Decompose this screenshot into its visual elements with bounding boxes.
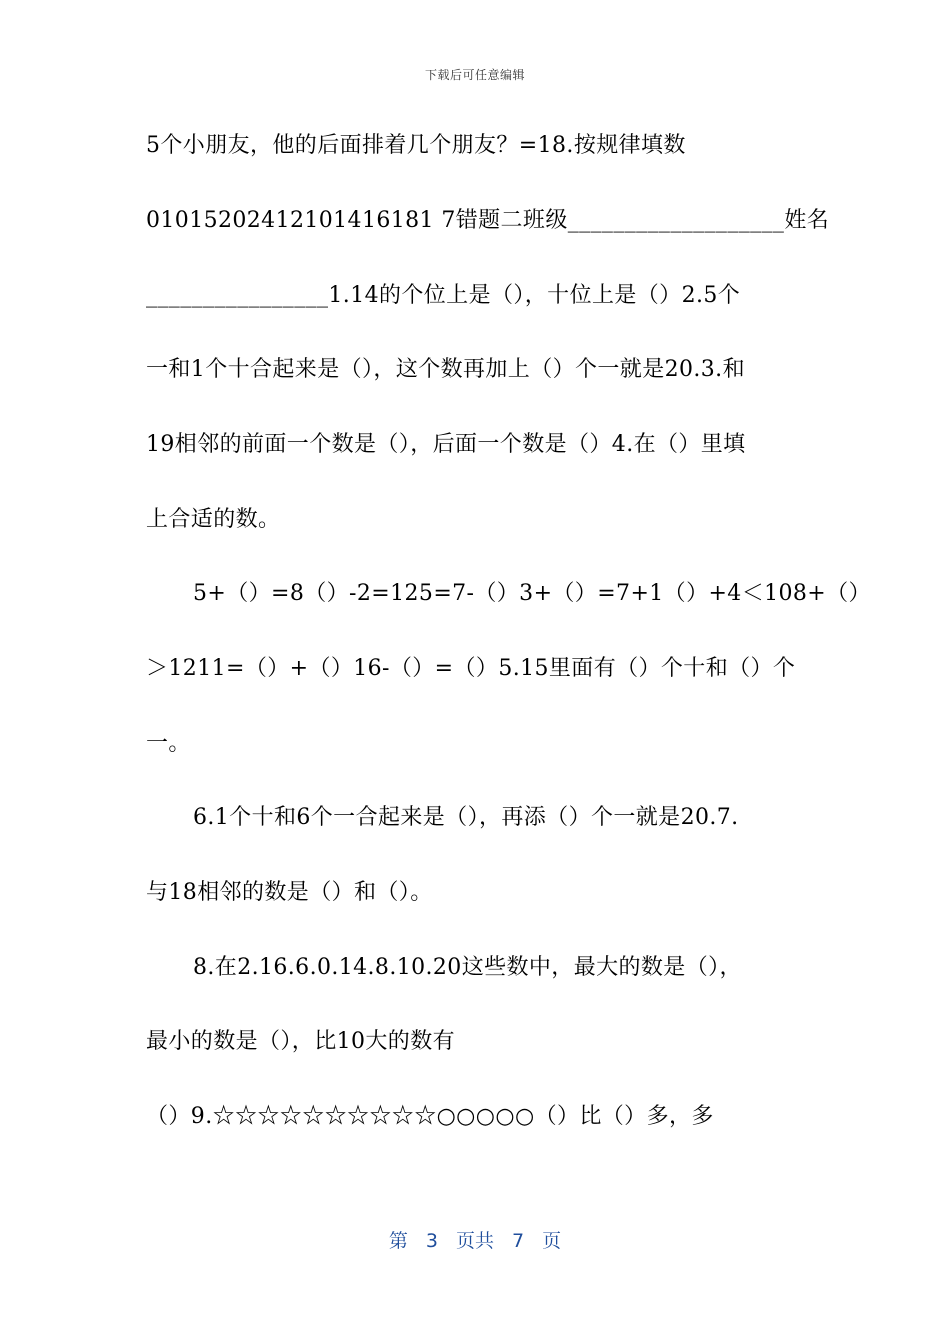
footer-middle: 页共 [455,1230,494,1252]
text-line-7: 5+（）=8（）-2=125=7-（）3+（）=7+1（）+4＜108+（） [193,581,871,606]
text-line-11: 与18相邻的数是（）和（）。 [146,880,433,905]
text-line-6: 上合适的数。 [146,507,281,532]
text-line-3: ________________1.14的个位上是（），十位上是（）2.5个 [146,283,741,308]
footer-suffix: 页 [542,1230,562,1252]
page-footer [0,1226,950,1253]
text-line-9: 一。 [146,731,191,756]
text-line-13: 最小的数是（），比10大的数有 [146,1029,455,1054]
text-line-2: 01015202412101416181 7错题二班级___________________姓名 [146,208,830,233]
footer-total-pages: 7 [512,1230,525,1252]
text-line-1: 5个小朋友，他的后面排着几个朋友？=18.按规律填数 [146,133,686,158]
text-line-8: ＞1211=（）+（）16-（）=（）5.15里面有（）个十和（）个 [146,656,796,681]
footer-prefix: 第 [388,1230,408,1252]
page-header-note: 下载后可任意编辑 [424,68,525,82]
text-line-4: 一和1个十合起来是（），这个数再加上（）个一就是20.3.和 [146,357,745,382]
text-line-14: （）9.☆☆☆☆☆☆☆☆☆☆○○○○○（）比（）多，多 [146,1104,714,1129]
text-line-12: 8.在2.16.6.0.14.8.10.20这些数中，最大的数是（）， [193,955,742,980]
text-line-5: 19相邻的前面一个数是（），后面一个数是（）4.在（）里填 [146,432,746,457]
text-line-10: 6.1个十和6个一合起来是（），再添（）个一就是20.7. [193,805,739,830]
footer-page-number: 3 [425,1230,438,1252]
